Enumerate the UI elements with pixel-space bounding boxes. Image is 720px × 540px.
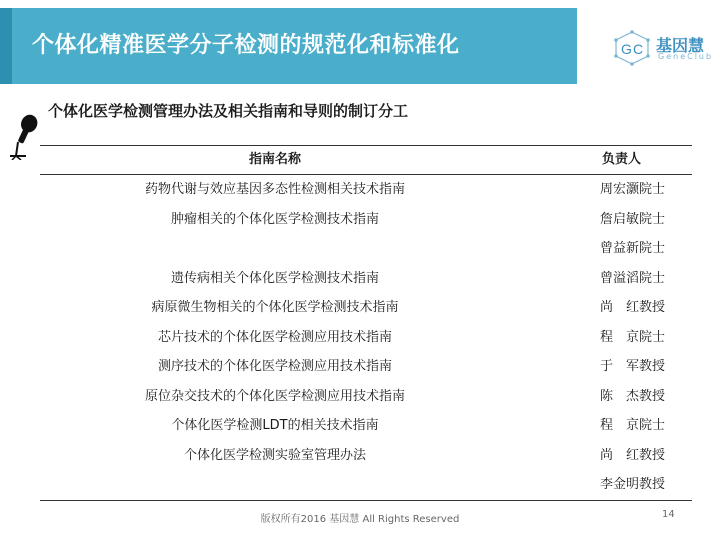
page-number: 14 [662,509,675,520]
page-title: 个体化精准医学分子检测的规范化和标准化 [32,33,460,58]
guideline-name: 芯片技术的个体化医学检测应用技术指南 [157,329,392,345]
responsible-person: 尚 红教授 [600,300,666,315]
svg-text:C: C [633,41,644,57]
title-accent-strip [0,8,12,84]
responsible-person: 程 京院士 [600,418,666,433]
table-row [40,175,692,205]
guideline-name: 肿瘤相关的个体化医学检测技术指南 [170,211,379,227]
table-row [40,323,692,353]
guideline-name [40,470,510,500]
table-row [40,441,692,471]
header-guideline-name: 指南名称 [248,152,301,167]
logo-name-cn: 基因慧 [656,36,705,55]
guideline-name [40,234,510,264]
guideline-name: 遗传病相关个体化医学检测技术指南 [170,270,379,286]
table-row [40,205,692,235]
table-row [40,382,692,412]
responsible-person: 李金明教授 [600,477,666,492]
responsible-person: 曾益新院士 [600,241,666,256]
logo-name-en: GeneClub [658,52,714,61]
microphone-icon [6,112,42,160]
responsible-person: 程 京院士 [600,329,666,345]
responsible-person: 周宏灏院士 [600,182,666,197]
copyright-footer: 版权所有2016 基因慧 All Rights Reserved [260,514,460,525]
table-row [40,470,692,500]
geneclub-logo [612,30,714,66]
guideline-name: 个体化医学检测实验室管理办法 [183,447,366,463]
table-row [40,264,692,294]
responsible-person: 尚 红教授 [600,447,666,463]
responsible-person: 詹启敏院士 [600,211,666,227]
title-bar [0,8,577,84]
guideline-name: 病原微生物相关的个体化医学检测技术指南 [151,300,399,315]
svg-text:G: G [621,41,632,57]
table-row [40,234,692,264]
responsible-person: 陈 杰教授 [600,388,666,404]
table-row [40,411,692,441]
table-row [40,352,692,382]
table-row [40,293,692,323]
responsible-person: 曾溢滔院士 [600,270,666,286]
guideline-name: 个体化医学检测LDT的相关技术指南 [171,418,379,433]
header-responsible-person: 负责人 [602,152,642,167]
guidelines-table [40,145,692,501]
responsible-person: 于 军教授 [600,359,666,374]
guideline-name: 药物代谢与效应基因多态性检测相关技术指南 [144,182,405,197]
gc-hexagon-icon [612,30,652,66]
section-subtitle: 个体化医学检测管理办法及相关指南和导则的制订分工 [48,102,409,120]
table-header [40,146,692,175]
guideline-name: 测序技术的个体化医学检测应用技术指南 [157,359,392,374]
guideline-name: 原位杂交技术的个体化医学检测应用技术指南 [144,388,405,404]
